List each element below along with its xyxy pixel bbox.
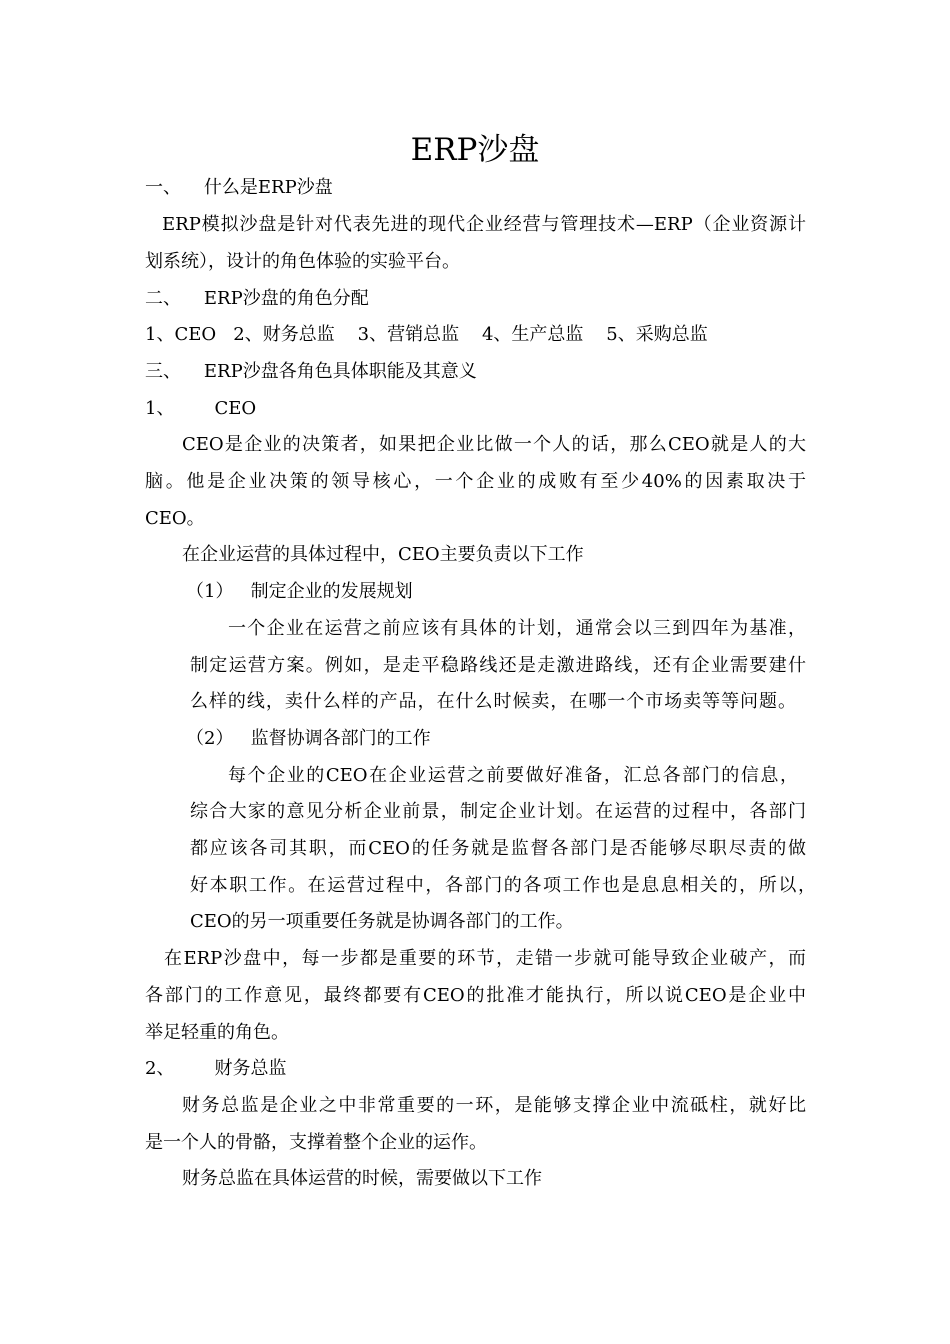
- subheading-cfo: 2、 财务总监: [145, 1058, 287, 1079]
- paragraph-line: CEO是企业的决策者，如果把企业比做一个人的话，那么CEO就是人的大: [182, 434, 806, 455]
- paragraph-line: 各部门的工作意见，最终都要有CEO的批准才能执行，所以说CEO是企业中: [145, 985, 806, 1006]
- paragraph-line: 在ERP沙盘中，每一步都是重要的环节，走错一步就可能导致企业破产，而: [164, 948, 806, 969]
- paragraph-line: 划系统），设计的角色体验的实验平台。: [145, 251, 460, 272]
- paragraph-line: 财务总监是企业之中非常重要的一环，是能够支撑企业中流砥柱，就好比: [182, 1095, 806, 1116]
- paragraph-line: 脑。他是企业决策的领导核心，一个企业的成败有至少40%的因素取决于: [145, 471, 806, 492]
- paragraph-line: CEO。: [145, 508, 205, 529]
- paragraph-line: 么样的线，卖什么样的产品，在什么时候卖，在哪一个市场卖等等问题。: [190, 691, 796, 712]
- list-item-2: （2） 监督协调各部门的工作: [186, 728, 431, 749]
- document-title: ERP沙盘: [410, 132, 540, 168]
- paragraph-line: 都应该各司其职，而CEO的任务就是监督各部门是否能够尽职尽责的做: [190, 838, 806, 859]
- list-item-1: （1） 制定企业的发展规划: [186, 581, 413, 602]
- paragraph-line: ERP模拟沙盘是针对代表先进的现代企业经营与管理技术—ERP（企业资源计: [162, 214, 806, 235]
- paragraph-line: 财务总监在具体运营的时候，需要做以下工作: [182, 1168, 542, 1189]
- heading-1: 一、 什么是ERP沙盘: [145, 177, 333, 198]
- paragraph-line: 制定运营方案。例如，是走平稳路线还是走激进路线，还有企业需要建什: [190, 655, 806, 676]
- heading-2: 二、 ERP沙盘的角色分配: [145, 288, 369, 309]
- paragraph-line: 好本职工作。在运营过程中，各部门的各项工作也是息息相关的，所以，: [190, 875, 816, 896]
- paragraph-line: 每个企业的CEO在企业运营之前要做好准备，汇总各部门的信息，: [228, 765, 798, 786]
- paragraph-line: 在企业运营的具体过程中，CEO主要负责以下工作: [182, 544, 584, 565]
- subheading-ceo: 1、 CEO: [145, 398, 257, 419]
- paragraph-line: CEO的另一项重要任务就是协调各部门的工作。: [190, 911, 574, 932]
- paragraph-line: 举足轻重的角色。: [145, 1022, 289, 1043]
- paragraph-line: 一个企业在运营之前应该有具体的计划，通常会以三到四年为基准，: [228, 618, 806, 639]
- paragraph-line: 综合大家的意见分析企业前景，制定企业计划。在运营的过程中，各部门: [190, 801, 806, 822]
- heading-3: 三、 ERP沙盘各角色具体职能及其意义: [145, 361, 477, 382]
- role-list: 1、CEO 2、财务总监 3、营销总监 4、生产总监 5、采购总监: [145, 324, 708, 345]
- paragraph-line: 是一个人的骨骼，支撑着整个企业的运作。: [145, 1132, 487, 1153]
